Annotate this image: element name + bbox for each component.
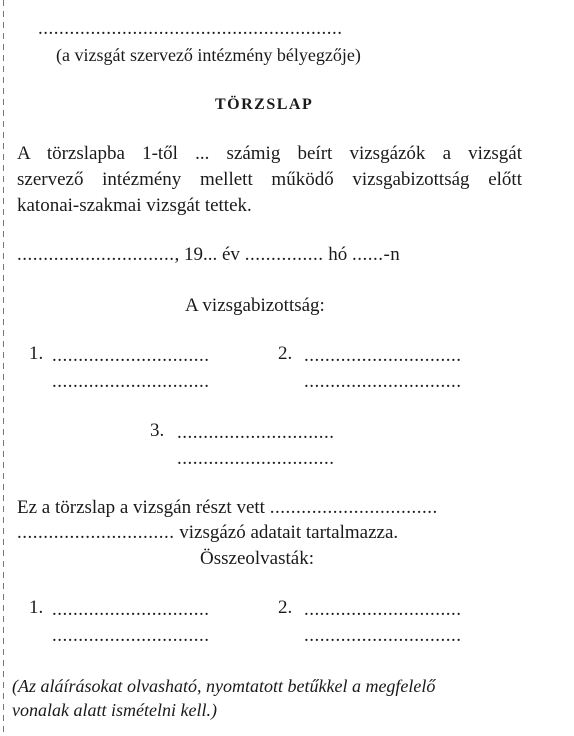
summary-line-1 [17,497,438,519]
committee-member-2-number: 2. [278,343,293,364]
committee-member-1-signature-line: .............................. [52,345,210,366]
date-line [17,244,400,266]
year-label: év [222,244,240,265]
footnote-line-2: vonalak alatt ismételni kell.) [12,700,217,720]
footnote-line-1: (Az aláírásokat olvasható, nyomtatott betűkkel a megfelelő [12,676,436,696]
verifier-2-number: 2. [278,597,293,618]
committee-member-1-number: 1. [29,343,44,364]
intro-line-3: katonai-szakmai vizsgát tettek. [17,195,252,216]
day-blank: ......-n [351,244,401,265]
committee-member-2-signature-line: .............................. [304,345,462,366]
verified-heading: Összeolvasták: [200,548,314,569]
page-title: TÖRZSLAP [215,96,314,113]
stamp-line: .......................................................... [38,18,343,39]
month-blank: ............... [244,244,324,265]
summary-line-2 [17,522,398,544]
year-prefix: , 19... [174,244,218,265]
committee-heading: A vizsgabizottság: [185,295,325,316]
month-label: hó [328,244,348,265]
verifier-2-signature-line: .............................. [304,599,462,620]
place-blank: .............................. [17,244,175,265]
summary-text-2: vizsgázó adatait tartalmazza. [179,522,399,543]
intro-line-1: A törzslapba 1-től ... számig beírt vizsgázók a vizsgát [17,143,522,164]
left-margin-rule [3,0,4,736]
committee-member-3-name-line: .............................. [177,448,335,469]
committee-member-3-signature-line: .............................. [177,422,335,443]
participant-blank-2: .............................. [17,522,175,543]
verifier-2-name-line: .............................. [304,625,462,646]
verifier-1-name-line: .............................. [52,625,210,646]
committee-member-3-number: 3. [150,420,165,441]
verifier-1-number: 1. [29,597,44,618]
summary-text-1: Ez a törzslap a vizsgán részt vett [17,497,265,518]
verifier-1-signature-line: .............................. [52,599,210,620]
committee-member-2-name-line: .............................. [304,371,462,392]
committee-member-1-name-line: .............................. [52,371,210,392]
stamp-label: (a vizsgát szervező intézmény bélyegzője) [56,45,361,65]
participant-count-blank: ................................ [269,497,438,518]
intro-line-2: szervező intézmény mellett működő vizsgabizottság előtt [17,169,522,190]
